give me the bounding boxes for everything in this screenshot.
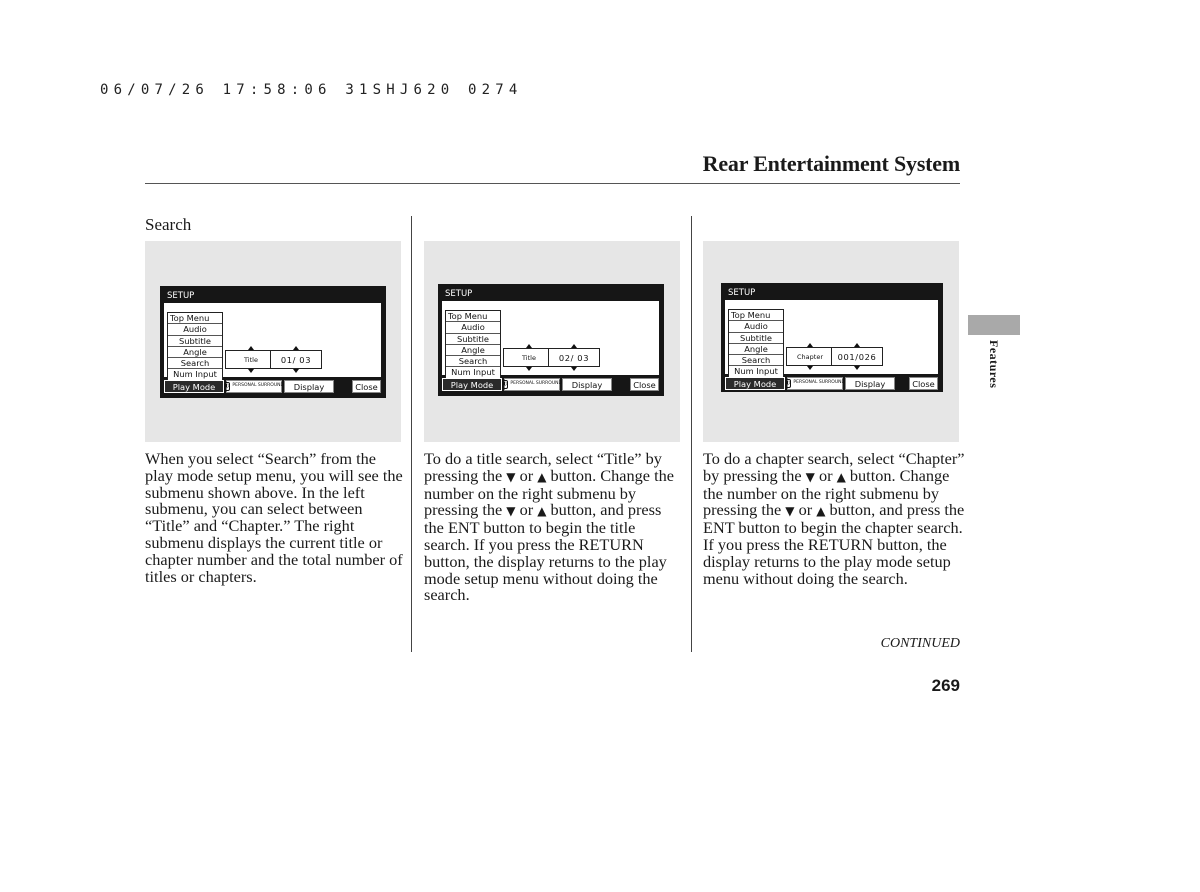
menu-item-audio: Audio <box>446 322 500 333</box>
number-value: 001/026 <box>837 351 877 362</box>
continued-label: CONTINUED <box>880 636 960 651</box>
up-arrow-icon <box>293 346 299 350</box>
screen-bottom-bar <box>164 380 381 393</box>
page-number: 269 <box>931 676 960 695</box>
display-tab: Display <box>845 377 895 390</box>
down-triangle-icon: ▼ <box>506 469 516 484</box>
close-tab: Close <box>909 377 938 390</box>
up-arrow-icon <box>526 344 532 348</box>
play-mode-tab: Play Mode <box>164 380 224 393</box>
body-text-column-1: When you select “Search” from the play mode setup menu, you will see the submenu shown above. In the left submenu, you can select between “Title” and “Chapter.” The right submenu displays the current title or chapter number and the total number of titles or chapters. <box>145 449 403 586</box>
screen-body <box>442 301 659 378</box>
menu-item-search: Search <box>729 355 783 366</box>
body-text-column-2: To do a title search, select “Title” by pressing the ▼ or ▲ button. Change the number on the right submenu by pressing the ▼ or ▲ button, and press the ENT button to begin the title search. If you press the RETURN button, the display returns to the play mode setup menu without doing the search. <box>424 449 674 605</box>
down-triangle-icon: ▼ <box>785 504 795 519</box>
up-triangle-icon: ▲ <box>537 504 547 519</box>
menu-item-subtitle: Subtitle <box>446 334 500 345</box>
number-value: 02/ 03 <box>558 352 590 363</box>
down-triangle-icon: ▼ <box>805 469 815 484</box>
up-arrow-icon <box>807 343 813 347</box>
screen-title: SETUP <box>445 289 473 299</box>
personal-surround-tab <box>226 380 282 393</box>
surround-icon: ◐ <box>786 380 791 387</box>
up-triangle-icon: ▲ <box>537 469 547 484</box>
menu-item-num-input: Num Input <box>451 367 495 378</box>
print-timestamp: 06/07/26 17:58:06 31SHJ620 0274 <box>100 82 523 98</box>
menu-item-search: Search <box>168 358 222 369</box>
screen-title: SETUP <box>167 291 195 301</box>
up-arrow-icon <box>571 344 577 348</box>
menu-item-audio: Audio <box>168 324 222 335</box>
play-mode-tab: Play Mode <box>725 377 785 390</box>
menu-item-subtitle: Subtitle <box>729 333 783 344</box>
screen-illustration-1 <box>145 241 401 442</box>
setup-screen <box>721 283 943 392</box>
surround-icon: ◐ <box>503 381 508 388</box>
screen-title: SETUP <box>728 288 756 298</box>
play-mode-tab: Play Mode <box>442 378 502 391</box>
close-tab: Close <box>630 378 659 391</box>
setup-screen <box>160 286 386 398</box>
search-type-value: Title <box>244 355 258 364</box>
number-value: 01/ 03 <box>280 354 312 365</box>
left-submenu <box>167 312 223 381</box>
header-rule <box>145 183 960 184</box>
display-tab: Display <box>284 380 334 393</box>
body-text-column-3: To do a chapter search, select “Chapter” by pressing the ▼ or ▲ button. Change the number on the right submenu by pressing the ▼ or ▲ button, and press the ENT button to begin the chapter search. If you press the RETURN button, the display returns to the play mode setup menu without doing the search. <box>703 449 965 588</box>
number-spinner <box>831 347 883 366</box>
personal-surround-label: PERSONAL SURROUND <box>793 380 845 386</box>
menu-item-num-input: Num Input <box>734 366 778 377</box>
down-arrow-icon <box>293 369 299 373</box>
setup-screen <box>438 284 664 396</box>
personal-surround-label: PERSONAL SURROUND <box>232 383 284 389</box>
left-submenu <box>728 309 784 378</box>
menu-item-top-menu: Top Menu <box>168 313 222 324</box>
menu-item-angle: Angle <box>446 345 500 356</box>
up-arrow-icon <box>248 346 254 350</box>
number-spinner <box>548 348 600 367</box>
up-triangle-icon: ▲ <box>816 504 826 519</box>
menu-item-subtitle: Subtitle <box>168 336 222 347</box>
search-type-spinner <box>786 347 834 366</box>
screen-illustration-2 <box>424 241 680 442</box>
screen-bottom-bar <box>442 378 659 391</box>
menu-item-audio: Audio <box>729 321 783 332</box>
close-tab: Close <box>352 380 381 393</box>
section-subhead: Search <box>145 215 192 234</box>
menu-item-angle: Angle <box>729 344 783 355</box>
menu-item-num-input: Num Input <box>173 369 217 380</box>
down-arrow-icon <box>248 369 254 373</box>
down-arrow-icon <box>807 366 813 370</box>
up-triangle-icon: ▲ <box>836 469 846 484</box>
search-type-value: Chapter <box>797 352 823 361</box>
down-arrow-icon <box>854 366 860 370</box>
personal-surround-label: PERSONAL SURROUND <box>510 381 562 387</box>
personal-surround-tab <box>504 378 560 391</box>
search-type-value: Title <box>522 353 536 362</box>
section-tab <box>968 315 1020 335</box>
left-submenu <box>445 310 501 379</box>
screen-bottom-bar <box>725 377 938 390</box>
down-arrow-icon <box>571 367 577 371</box>
menu-item-angle: Angle <box>168 347 222 358</box>
screen-illustration-3 <box>703 241 959 442</box>
menu-item-search: Search <box>446 356 500 367</box>
number-spinner <box>270 350 322 369</box>
screen-body <box>164 303 381 380</box>
down-triangle-icon: ▼ <box>506 504 516 519</box>
surround-icon: ◐ <box>225 383 230 390</box>
column-divider <box>691 216 692 652</box>
up-arrow-icon <box>854 343 860 347</box>
page-title: Rear Entertainment System <box>702 151 960 176</box>
personal-surround-tab <box>787 377 843 390</box>
column-divider <box>411 216 412 652</box>
section-tab-label: Features <box>987 340 1001 389</box>
down-arrow-icon <box>526 367 532 371</box>
menu-item-top-menu: Top Menu <box>446 311 500 322</box>
screen-body <box>725 300 938 377</box>
menu-item-top-menu: Top Menu <box>729 310 783 321</box>
display-tab: Display <box>562 378 612 391</box>
